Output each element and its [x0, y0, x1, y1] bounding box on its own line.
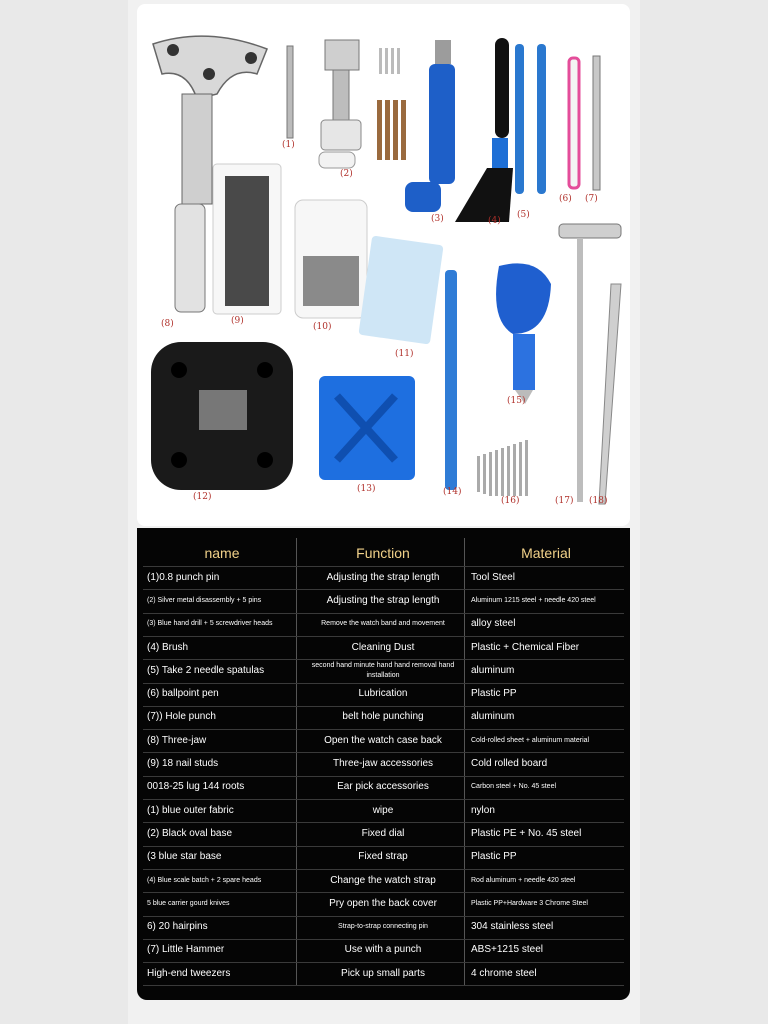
table-cell-material: alloy steel — [471, 618, 516, 630]
row-divider — [143, 985, 624, 986]
blue-star-base — [319, 376, 415, 480]
photo-label: (13) — [357, 484, 376, 494]
blue-scale-tool — [445, 270, 457, 490]
photo-label: (8) — [161, 319, 174, 329]
table-cell-material: ABS+1215 steel — [471, 944, 543, 956]
needle-spatula-1 — [515, 44, 524, 194]
photo-label: (4) — [488, 216, 501, 226]
photo-label: (18) — [589, 496, 608, 506]
table-cell-material: Plastic PP — [471, 688, 517, 700]
table-cell-function: belt hole punching — [342, 711, 424, 723]
table-cell-material: Plastic + Chemical Fiber — [471, 641, 580, 653]
table-cell-material: Plastic PP+Hardware 3 Chrome Steel — [471, 899, 588, 907]
table-cell-function: Pry open the back cover — [329, 897, 437, 909]
table-cell-name: 0018-25 lug 144 roots — [147, 781, 245, 793]
hole-punch — [593, 56, 600, 190]
cleaning-cloth — [358, 235, 443, 344]
table-cell-name: (2) Black oval base — [147, 827, 233, 839]
photo-label: (11) — [395, 349, 414, 359]
table-cell-material: 304 stainless steel — [471, 921, 554, 933]
table-cell-material: Tool Steel — [471, 571, 515, 583]
table-cell-function: Pick up small parts — [341, 967, 425, 979]
table-cell-function: Three-jaw accessories — [332, 758, 434, 770]
table-cell-name: (2) Silver metal disassembly + 5 pins — [147, 596, 262, 604]
photo-label: (3) — [431, 214, 444, 224]
nail-studs-box — [213, 164, 281, 314]
table-cell-function: Change the watch strap — [330, 874, 436, 886]
table-cell-name: (4) Brush — [147, 641, 189, 653]
table-cell-function: Ear pick accessories — [337, 781, 429, 793]
pins-box — [295, 200, 367, 318]
needle-spatula-2 — [537, 44, 546, 194]
table-cell-function: Remove the watch band and movement — [321, 620, 445, 628]
table-cell-material: Aluminum 1215 steel + needle 420 steel — [471, 596, 596, 604]
spec-table — [137, 528, 630, 1000]
table-cell-name: (1)0.8 punch pin — [147, 571, 220, 583]
gourd-knife — [496, 263, 551, 404]
table-cell-name: 6) 20 hairpins — [147, 921, 208, 933]
table-cell-function: Open the watch case back — [324, 734, 442, 746]
table-cell-material: Cold-rolled sheet + aluminum material — [471, 736, 590, 744]
photo-label: (1) — [282, 140, 295, 150]
product-photo — [137, 4, 630, 526]
tool-kit-illustration — [137, 4, 630, 526]
strap-adjust-tool — [319, 40, 361, 168]
table-cell-name: (1) blue outer fabric — [147, 804, 234, 816]
table-cell-material: Carbon steel + No. 45 steel — [471, 783, 557, 791]
header-name: name — [204, 545, 240, 561]
photo-label: (6) — [559, 194, 572, 204]
black-oval-base — [151, 342, 293, 490]
table-cell-material: Plastic PP — [471, 851, 517, 863]
photo-label: (5) — [517, 210, 530, 220]
table-cell-name: High-end tweezers — [147, 967, 231, 979]
photo-label: (15) — [507, 396, 526, 406]
table-cell-material: aluminum — [471, 711, 515, 723]
table-cell-function: Lubrication — [358, 688, 408, 700]
table-cell-name: 5 blue carrier gourd knives — [147, 899, 230, 907]
photo-label: (12) — [193, 492, 212, 502]
table-cell-name: (7) Little Hammer — [147, 944, 225, 956]
table-cell-name: (9) 18 nail studs — [147, 758, 219, 770]
brush — [455, 38, 513, 222]
column-divider — [464, 538, 465, 986]
photo-label: (7) — [585, 194, 598, 204]
table-cell-function: second hand minute hand hand removal hand installation — [311, 661, 455, 679]
table-cell-material: nylon — [471, 804, 495, 816]
blue-hand-drill — [405, 40, 455, 212]
photo-label: (9) — [231, 316, 244, 326]
table-cell-name: (3 blue star base — [147, 851, 222, 863]
table-cell-name: (5) Take 2 needle spatulas — [147, 664, 265, 676]
photo-label: (14) — [443, 487, 462, 497]
photo-label: (2) — [340, 169, 353, 179]
table-cell-material: aluminum — [471, 664, 515, 676]
table-cell-function: Fixed strap — [358, 851, 408, 863]
header-material: Material — [521, 545, 571, 561]
table-cell-function: Adjusting the strap length — [326, 571, 440, 583]
table-cell-function: Cleaning Dust — [351, 641, 415, 653]
table-cell-function: Strap-to-strap connecting pin — [338, 923, 428, 931]
photo-label: (17) — [555, 496, 574, 506]
punch-pin — [287, 46, 293, 138]
table-cell-name: (8) Three-jaw — [147, 734, 207, 746]
photo-label: (10) — [313, 322, 332, 332]
photo-label: (16) — [501, 496, 520, 506]
table-cell-name: (7)) Hole punch — [147, 711, 216, 723]
tweezers — [599, 284, 621, 504]
table-cell-name: (3) Blue hand drill + 5 screwdriver heads — [147, 620, 273, 628]
table-cell-function: wipe — [372, 804, 394, 816]
spare-pins — [377, 48, 406, 160]
header-function: Function — [356, 545, 410, 561]
table-cell-function: Adjusting the strap length — [326, 594, 440, 606]
table-cell-material: Plastic PE + No. 45 steel — [471, 827, 582, 839]
hairpins — [477, 440, 528, 496]
table-cell-material: 4 chrome steel — [471, 967, 537, 979]
table-cell-function: Fixed dial — [361, 827, 405, 839]
table-cell-function: Use with a punch — [344, 944, 422, 956]
table-cell-material: Rod aluminum + needle 420 steel — [471, 876, 576, 884]
oil-pen — [569, 58, 579, 188]
table-cell-name: (6) ballpoint pen — [147, 688, 219, 700]
table-cell-name: (4) Blue scale batch + 2 spare heads — [147, 876, 262, 884]
table-cell-material: Cold rolled board — [471, 758, 548, 770]
